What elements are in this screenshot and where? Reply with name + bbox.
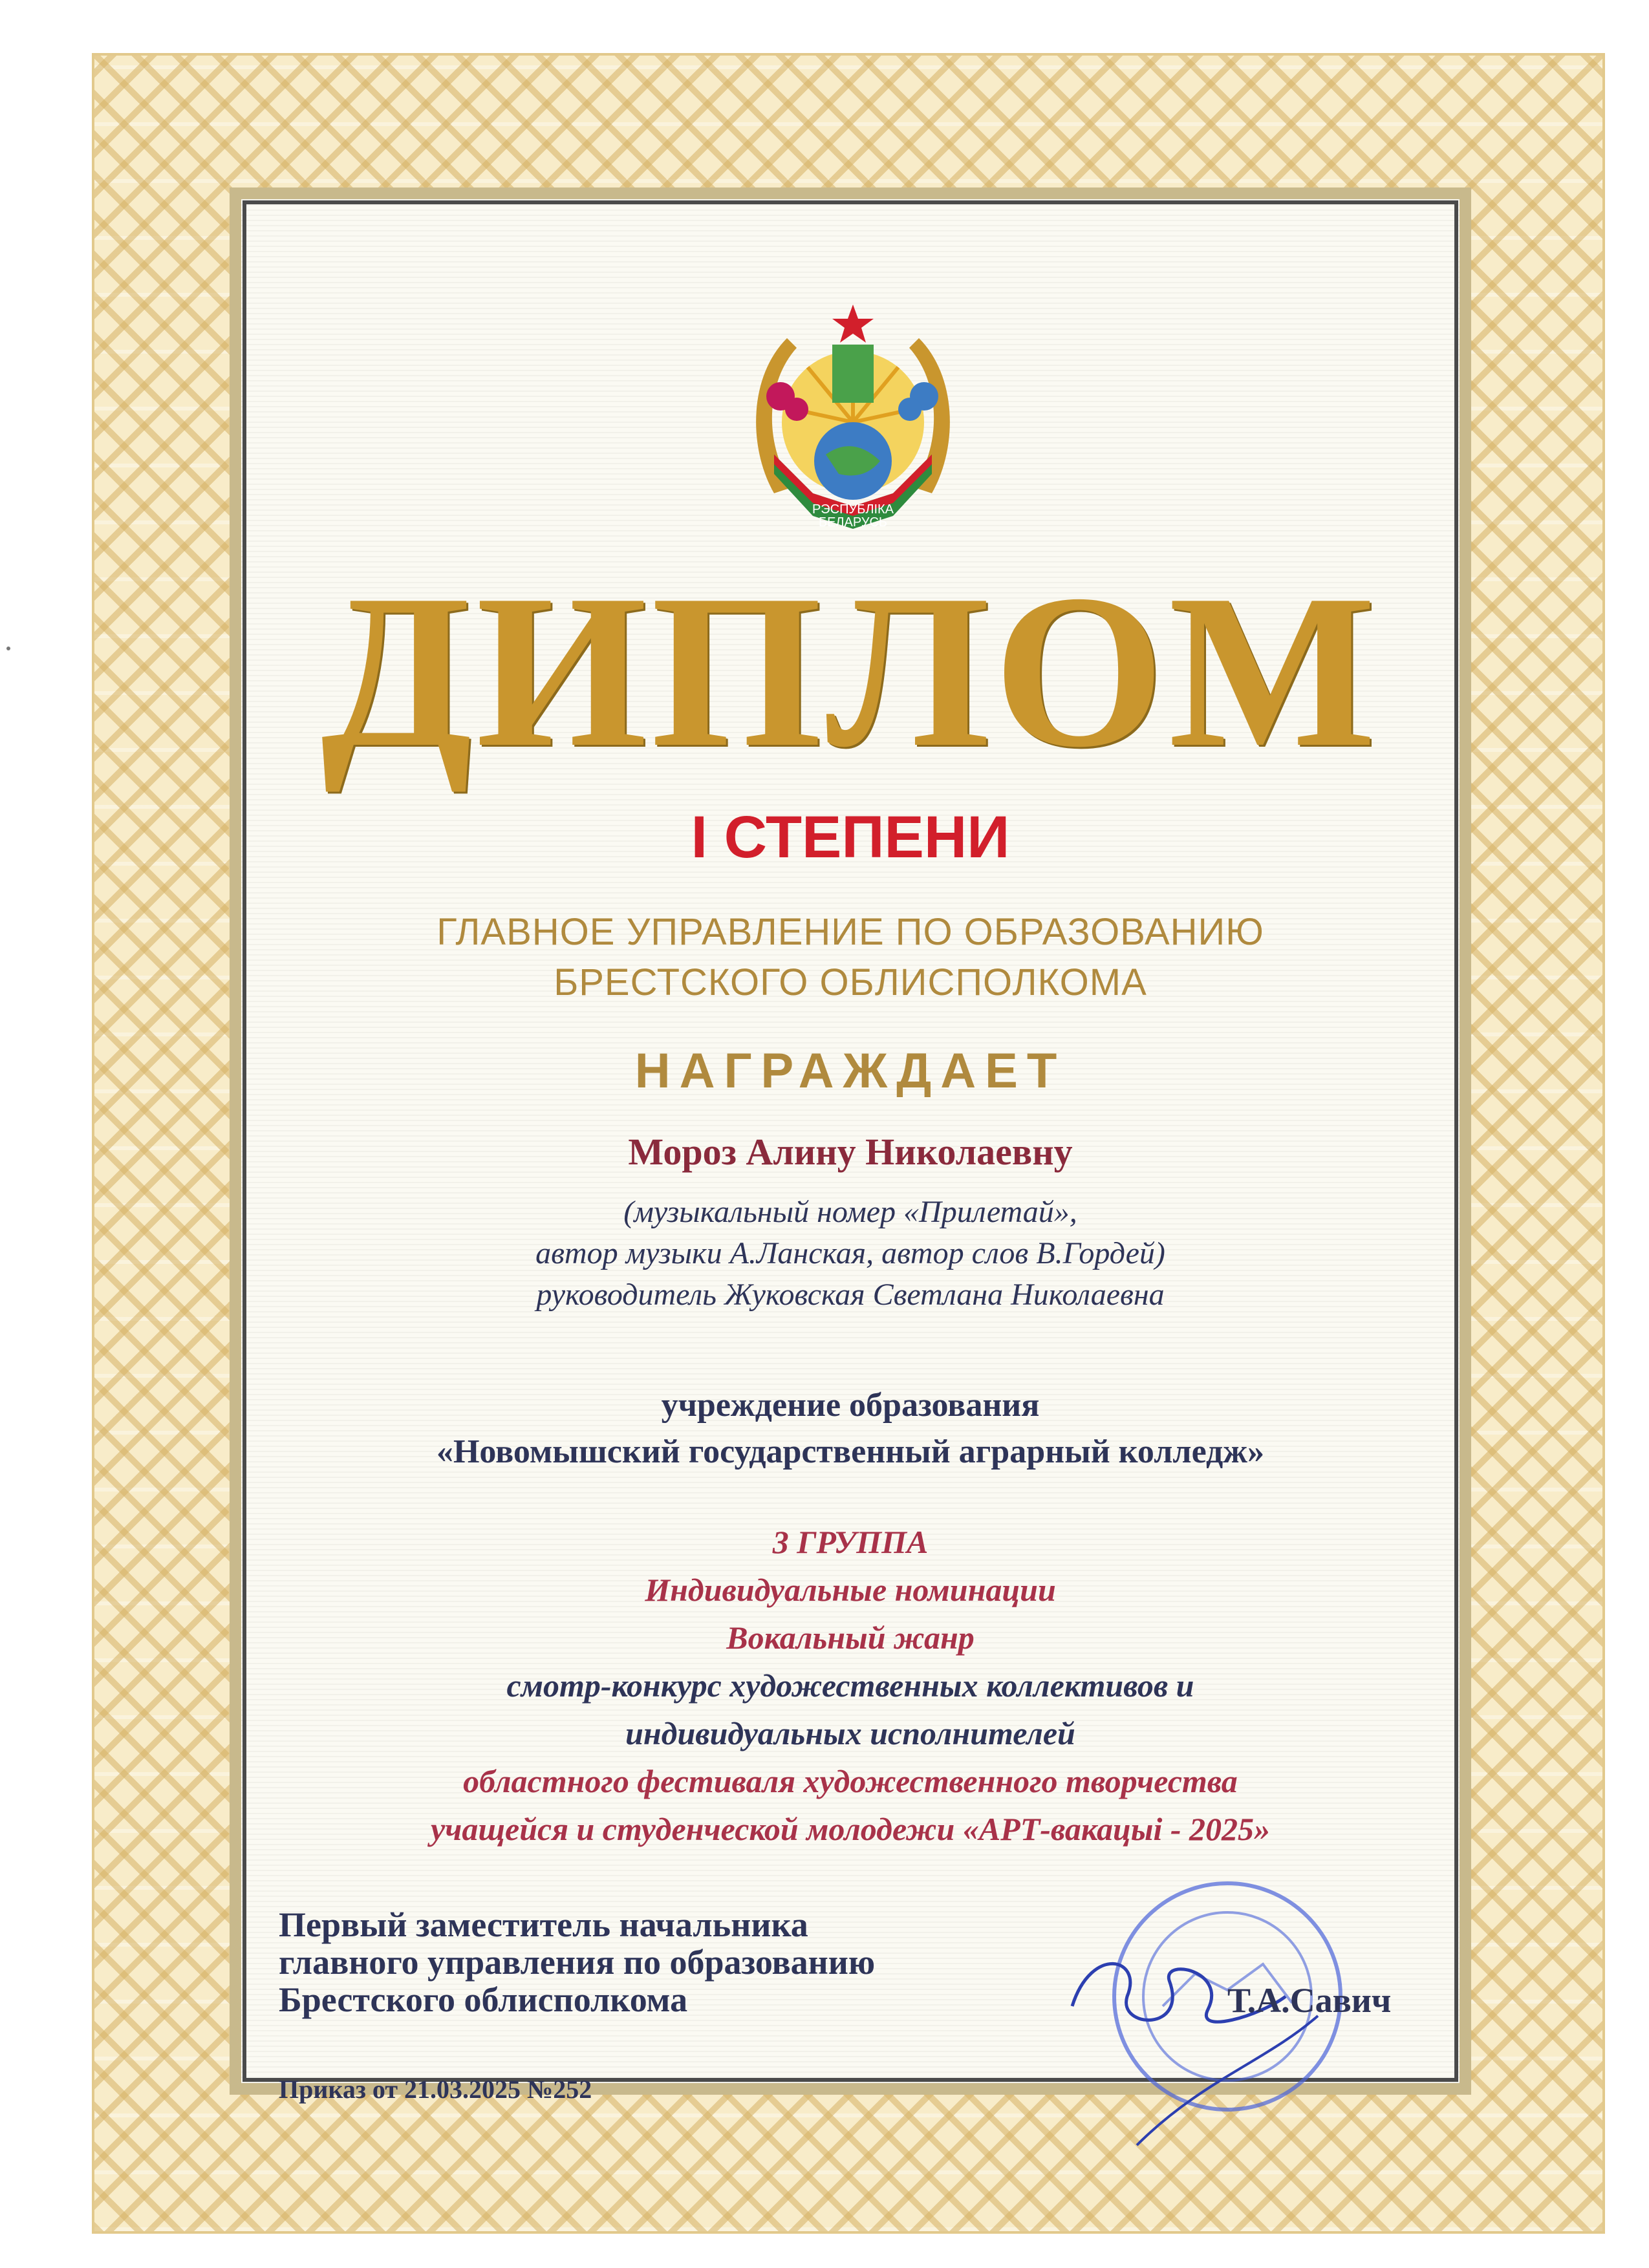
institution: [241, 1382, 1460, 1475]
signer-title: [279, 1906, 875, 2018]
festival-line2: учащейся и студенческой молодежи «АРТ-вакацыі - 2025»: [430, 1811, 1271, 1847]
details-line1: (музыкальный номер «Прилетай»,: [623, 1195, 1077, 1229]
organization-line2: БРЕСТСКОГО ОБЛИСПОЛКОМА: [554, 961, 1147, 1003]
festival-line1: областного фестиваля художественного творчества: [463, 1763, 1238, 1799]
coat-of-arms-icon: [735, 299, 971, 539]
category-label: Индивидуальные номинации: [645, 1572, 1056, 1608]
genre-label: Вокальный жанр: [726, 1620, 975, 1656]
emblem-text-line1: РЭСПУБЛІКА: [812, 502, 894, 517]
awards-heading: НАГРАЖДАЕТ: [634, 1043, 1066, 1098]
institution-line1: учреждение образования: [661, 1387, 1040, 1424]
issuing-organization: [241, 907, 1460, 1008]
emblem-text-line2: БЕЛАРУСЬ: [818, 515, 888, 530]
signer-name: Т.А.Савич: [1227, 1981, 1392, 2020]
nomination-block: [241, 1518, 1460, 1853]
signer-line3: Брестского облисполкома: [279, 1980, 688, 2019]
group-label: 3 ГРУППА: [772, 1524, 929, 1560]
contest-line1: смотр-конкурс художественных коллективов и: [506, 1667, 1194, 1704]
organization-line1: ГЛАВНОЕ УПРАВЛЕНИЕ ПО ОБРАЗОВАНИЮ: [436, 911, 1264, 953]
diploma-panel: [230, 187, 1471, 2104]
details-line2: автор музыки А.Ланская, автор слов В.Гордей): [535, 1236, 1165, 1270]
scan-speck: [6, 647, 10, 650]
institution-line2: «Новомышский государственный аграрный колледж»: [436, 1433, 1265, 1470]
performance-details: [241, 1192, 1460, 1316]
order-reference: Приказ от 21.03.2025 №252: [279, 2075, 592, 2104]
signer-line2: главного управления по образованию: [279, 1943, 876, 1982]
recipient-name: Мороз Алину Николаевну: [628, 1131, 1073, 1173]
diploma-title: ДИПЛОМ: [321, 549, 1380, 793]
details-line3: руководитель Жуковская Светлана Николаевна: [536, 1278, 1165, 1312]
contest-line2: индивидуальных исполнителей: [625, 1715, 1075, 1751]
signer-line1: Первый заместитель начальника: [279, 1905, 808, 1944]
degree-label: I СТЕПЕНИ: [691, 804, 1010, 870]
